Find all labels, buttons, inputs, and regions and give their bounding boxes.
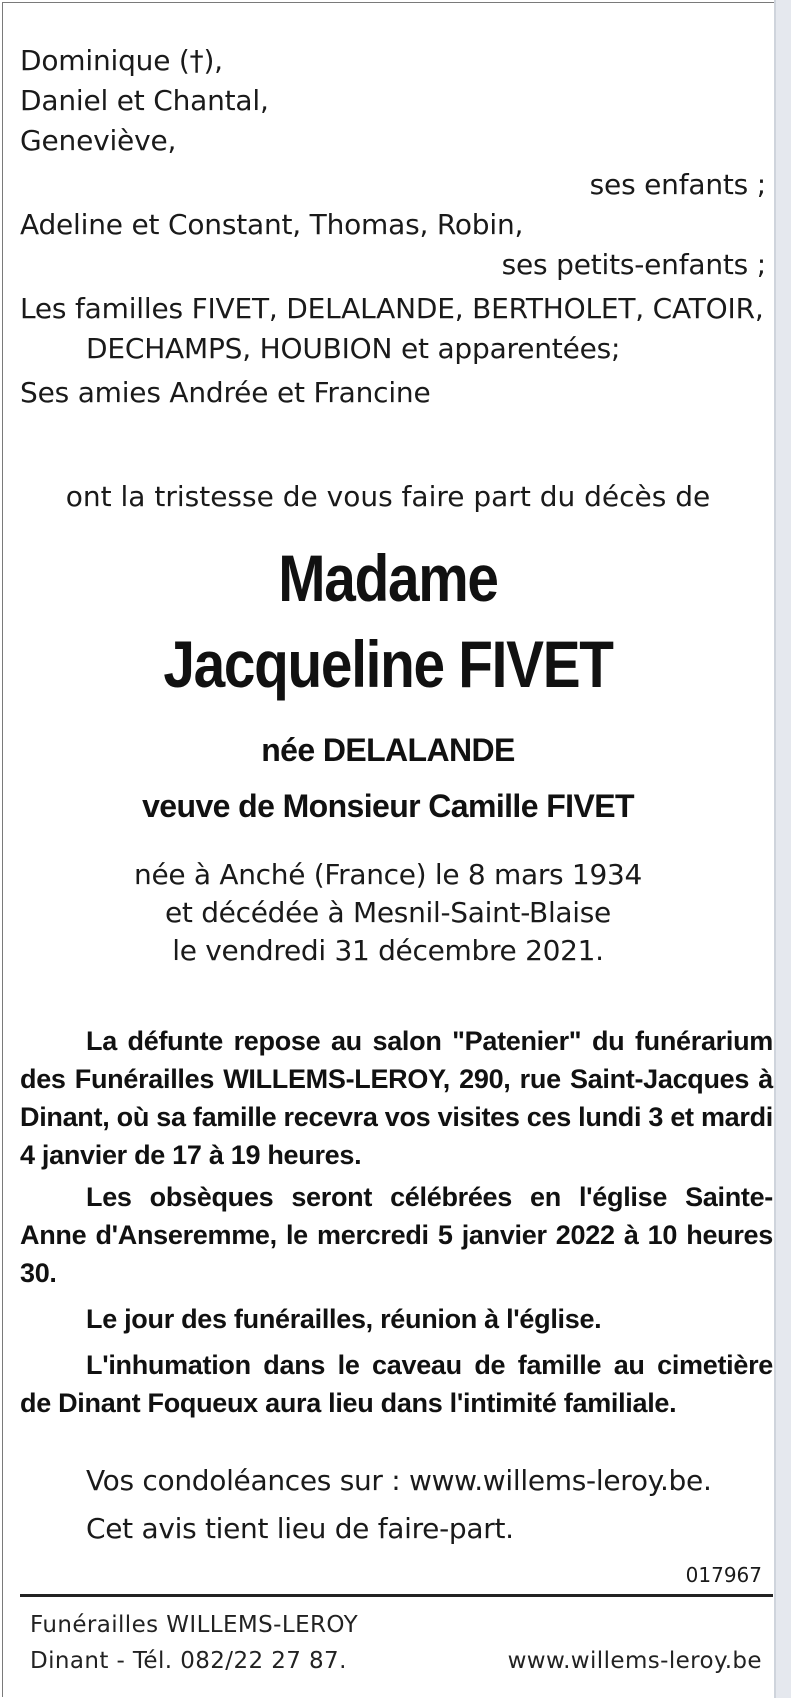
deceased-name: Jacqueline FIVET [163, 627, 613, 701]
family-line-1: Dominique (†), [20, 44, 223, 77]
footer-divider [20, 1594, 773, 1597]
maiden-name: née DELALANDE [261, 732, 515, 768]
footer-company: Funérailles WILLEMS-LEROY [30, 1612, 359, 1638]
visitation-text: La défunte repose au salon "Patenier" du funérarium des Funérailles WILLEMS-LEROY, 290, rue Saint-Jacques à Dinant, où sa famille recevra vos visites ces lundi 3 et mardi 4 janvier de 17 à 19 heures. [20, 1026, 773, 1170]
notice-line: Cet avis tient lieu de faire-part. [86, 1512, 514, 1545]
families-line-2: DECHAMPS, HOUBION et apparentées; [86, 332, 621, 365]
side-margin-band [774, 0, 791, 1698]
children-role: ses enfants ; [589, 168, 766, 201]
funeral-text: Les obsèques seront célébrées en l'église Sainte-Anne d'Anseremme, le mercredi 5 janvier 2022 à 10 heures 30. [20, 1182, 773, 1288]
deceased-title: Madame [278, 541, 498, 615]
grandchildren-role: ses petits-enfants ; [501, 248, 766, 281]
footer-phone: Dinant - Tél. 082/22 27 87. [30, 1648, 347, 1674]
burial-paragraph [20, 1346, 773, 1422]
widow-of: veuve de Monsieur Camille FIVET [142, 788, 634, 824]
family-line-3: Geneviève, [20, 124, 177, 157]
funeral-paragraph [20, 1178, 773, 1292]
meeting-paragraph [20, 1300, 773, 1338]
footer-website: www.willems-leroy.be [507, 1648, 762, 1674]
death-place-line: et décédée à Mesnil-Saint-Blaise [165, 896, 611, 929]
grandchildren-names: Adeline et Constant, Thomas, Robin, [20, 208, 524, 241]
reference-number: 017967 [685, 1563, 762, 1587]
families-line-1: Les familles FIVET, DELALANDE, BERTHOLET, CATOIR, [20, 292, 764, 325]
death-date-line: le vendredi 31 décembre 2021. [172, 934, 604, 967]
condolences-line: Vos condoléances sur : www.willems-leroy.be. [86, 1464, 712, 1497]
visitation-paragraph [20, 1022, 773, 1174]
friends-line: Ses amies Andrée et Francine [20, 376, 431, 409]
family-line-2: Daniel et Chantal, [20, 84, 269, 117]
announcement-text: ont la tristesse de vous faire part du décès de [65, 480, 711, 513]
meeting-text: Le jour des funérailles, réunion à l'église. [86, 1304, 602, 1334]
burial-text: L'inhumation dans le caveau de famille au cimetière de Dinant Foqueux aura lieu dans l'intimité familiale. [20, 1350, 773, 1418]
birth-line: née à Anché (France) le 8 mars 1934 [134, 858, 642, 891]
